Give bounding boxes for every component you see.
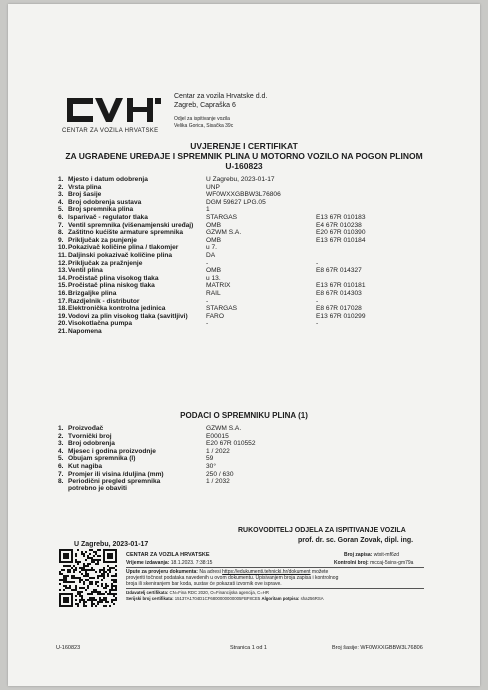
item-number: 21. <box>58 328 68 335</box>
item-number: 3. <box>58 440 64 448</box>
footer-chassis: Broj šasije: WF0WXXGBBW3L76806 <box>332 645 423 651</box>
item-label: Isparivač - regulator tlaka <box>68 214 148 221</box>
algo-label: Algoritam potpisa: <box>261 596 300 601</box>
item-value: - <box>206 259 209 267</box>
control-number <box>334 560 413 566</box>
item-value: FARO <box>206 312 224 320</box>
item-number: 6. <box>58 214 64 221</box>
item-label: Razdjelnik - distributor <box>68 297 140 305</box>
item-value: WF0WXXGBBW3L76806 <box>206 191 281 199</box>
item-number: 5. <box>58 206 64 214</box>
item-approval: E8 67R 017028 <box>316 305 362 313</box>
item-value: GZWM S.A. <box>206 229 242 237</box>
footer-page: Stranica 1 od 1 <box>230 645 267 651</box>
item-label: Broj šasije <box>68 191 102 199</box>
place-date: U Zagrebu, 2023-01-17 <box>74 541 149 548</box>
item-approval: E13 67R 010299 <box>316 312 366 320</box>
instr-line-2: provjeriti točnost podataka navedenih u ovom dokumentu. Upisivanjem broja zapisa i kontrolnog <box>126 575 339 581</box>
dept-name: Odjel za ispitivanje vozila <box>174 116 230 122</box>
item-number: 3. <box>58 191 64 199</box>
item-label: Obujam spremnika (l) <box>68 455 136 463</box>
instr-label: Upute za provjeru dokumenta: <box>126 569 198 575</box>
item-value: MATRIX <box>206 282 231 290</box>
item-number: 4. <box>58 447 64 455</box>
instr-line-3: broja ili skeniranjem bar koda, sustav će pokazati izvornik ove isprave. <box>126 581 282 587</box>
item-value: u 7. <box>206 244 217 252</box>
item-label: Vodovi za plin visokog tlaka (savitljivi) <box>68 312 188 320</box>
item-label: Mjesto i datum odobrenja <box>68 176 148 183</box>
item-value: u 13. <box>206 274 221 282</box>
verify-org: CENTAR ZA VOZILA HRVATSKE <box>126 552 210 558</box>
item-number: 18. <box>58 305 68 313</box>
item-value: 1 / 2032 <box>206 478 230 486</box>
dept-block <box>174 116 233 129</box>
item-value: 1 / 2022 <box>206 447 230 455</box>
item-number: 1. <box>58 176 64 183</box>
serial-value: 15137A1704D1CF6800000000005FBF8CE5 <box>174 596 261 601</box>
cert-value: CN=Fina RDC 2020, O=Financijska agencija, C=HR <box>169 590 269 595</box>
control-value: mccaj-5sins-gm79a <box>370 560 414 566</box>
item-value: OMB <box>206 236 222 244</box>
org-block <box>174 92 267 110</box>
item-number: 4. <box>58 198 64 206</box>
item-approval: E20 67R 010390 <box>316 229 366 237</box>
item-label: Ventil spremnika (višenamjenski uređaj) <box>68 221 194 229</box>
item-value: OMB <box>206 221 222 229</box>
item-number: 13. <box>58 267 68 275</box>
dept-address: Velika Gorica, Sisačka 39c <box>174 122 234 129</box>
item-label: Pokazivač količine plina / tlakomjer <box>68 244 179 252</box>
document-title: UVJERENJE I CERTIFIKAT <box>190 141 298 151</box>
item-value: STARGAS <box>206 214 238 221</box>
item-approval: E8 67R 014303 <box>316 290 362 297</box>
footer-doc-number: U-160823 <box>56 645 81 651</box>
item-value: OMB <box>206 267 222 275</box>
item-value: 30° <box>206 463 216 470</box>
record-number <box>344 552 399 558</box>
item-value: U Zagrebu, 2023-01-17 <box>206 176 275 183</box>
item-label: Broj odobrenja sustava <box>68 198 142 206</box>
item-number: 1. <box>58 425 64 432</box>
item-number: 8. <box>58 229 64 237</box>
item-value: - <box>206 320 209 328</box>
document-subtitle: ZA UGRAĐENE UREĐAJE I SPREMNIK PLINA U MOTORNO VOZILO NA POGON PLINOM <box>65 151 423 161</box>
item-label: Proizvođač <box>68 425 104 432</box>
time-label: Vrijeme izdavanja: <box>126 560 170 566</box>
item-label: Priključak za pražnjenje <box>68 259 143 267</box>
item-value: RAIL <box>206 290 221 297</box>
algo-value: sha256RSA <box>300 596 324 601</box>
item-approval: E4 67R 010238 <box>316 221 362 229</box>
item-label: Periodični pregled spremnika <box>68 478 161 486</box>
item-number: 6. <box>58 463 64 470</box>
item-label: Broj odobrenja <box>68 440 115 448</box>
divider <box>126 567 424 568</box>
org-address: Zagreb, Capraška 6 <box>174 102 236 109</box>
instr-text-end: možete <box>311 569 329 575</box>
item-label: Promjer ili visina /duljina (mm) <box>68 470 164 478</box>
item-number: 9. <box>58 236 64 244</box>
cvh-logo <box>63 92 163 126</box>
control-label: Kontrolni broj: <box>334 560 369 566</box>
verify-link[interactable]: https://edukumenti.tehnicki.hr/dokument <box>222 569 311 575</box>
item-value: UNP <box>206 183 220 191</box>
item-value: 59 <box>206 455 214 463</box>
item-label: Daljinski pokazivač količine plina <box>68 252 173 259</box>
item-label: Vrsta plina <box>68 183 102 191</box>
record-label: Broj zapisa: <box>344 552 373 558</box>
issue-time <box>126 560 212 566</box>
item-number: 20. <box>58 320 68 328</box>
item-label: Napomena <box>68 328 102 335</box>
item-value: E00015 <box>206 432 229 440</box>
item-number: 7. <box>58 221 64 229</box>
item-label: Pročistač plina visokog tlaka <box>68 274 159 282</box>
item-value: E20 67R 010552 <box>206 440 256 448</box>
tank-section-title: PODACI O SPREMNIKU PLINA (1) <box>180 411 308 420</box>
item-number: 19. <box>58 312 68 320</box>
item-label: Zaštitno kućište armature spremnika <box>68 229 184 237</box>
item-approval: E13 67R 010183 <box>316 214 366 221</box>
item-label: Pročistač plina niskog tlaka <box>68 282 155 290</box>
item-value: DA <box>206 252 216 259</box>
record-value: wtxit-mf6zd <box>373 552 400 558</box>
item-number: 11. <box>58 252 67 259</box>
item-approval: - <box>316 259 319 267</box>
item-number: 8. <box>58 478 64 486</box>
instr-text: Na adresi <box>199 569 221 575</box>
item-label: Tvornički broj <box>68 432 112 440</box>
item-number: 14. <box>58 274 68 282</box>
document-number: U-160823 <box>225 161 263 171</box>
item-value: 1 <box>206 206 210 214</box>
serial-label: Serijski broj certifikata: <box>126 596 174 601</box>
item-value: 250 / 630 <box>206 470 234 478</box>
item-value: - <box>206 297 209 305</box>
item-label: Visokotlačna pumpa <box>68 320 133 328</box>
item-label: Priključak za punjenje <box>68 236 137 244</box>
cert-label: Izdavatelj certifikata: <box>126 590 169 595</box>
item-number: 15. <box>58 282 68 290</box>
item-approval: E8 67R 014327 <box>316 267 362 275</box>
qr-code <box>59 549 117 607</box>
item-number: 10. <box>58 244 68 252</box>
head-name: prof. dr. sc. Goran Zovak, dipl. ing. <box>298 537 414 544</box>
item-value: STARGAS <box>206 305 238 313</box>
item-label-cont: potrebno je obaviti <box>68 485 127 493</box>
item-number: 7. <box>58 470 64 478</box>
item-number: 2. <box>58 183 64 191</box>
head-title: RUKOVODITELJ ODJELA ZA ISPITIVANJE VOZILA <box>238 527 406 534</box>
item-row <box>58 327 458 336</box>
item-label: Broj spremnika plina <box>68 206 134 214</box>
divider <box>126 588 424 589</box>
item-number: 2. <box>58 432 64 440</box>
item-row <box>58 477 458 493</box>
item-value: GZWM S.A. <box>206 425 242 432</box>
certificate-page <box>8 4 480 686</box>
org-name: Centar za vozila Hrvatske d.d. <box>174 93 268 100</box>
item-approval: - <box>316 320 319 328</box>
item-label: Brizgaljke plina <box>68 290 117 297</box>
item-label: Elektronička kontrolna jedinica <box>68 305 166 313</box>
item-label: Ventil plina <box>68 267 103 275</box>
item-number: 12. <box>58 259 68 267</box>
item-label: Kut nagiba <box>68 463 103 470</box>
item-number: 5. <box>58 455 64 463</box>
item-value: DGM 59627 LPG.05 <box>206 198 266 206</box>
item-number: 16. <box>58 290 68 297</box>
item-approval: E13 67R 010181 <box>316 282 366 290</box>
item-approval: E13 67R 010184 <box>316 236 366 244</box>
time-value: 18.1.2023. 7:38:15 <box>170 560 213 566</box>
item-number: 17. <box>58 297 68 305</box>
logo-subtitle: CENTAR ZA VOZILA HRVATSKE <box>62 128 159 134</box>
cert-serial <box>126 596 324 602</box>
item-label: Mjesec i godina proizvodnje <box>68 447 156 455</box>
item-approval: - <box>316 297 319 305</box>
